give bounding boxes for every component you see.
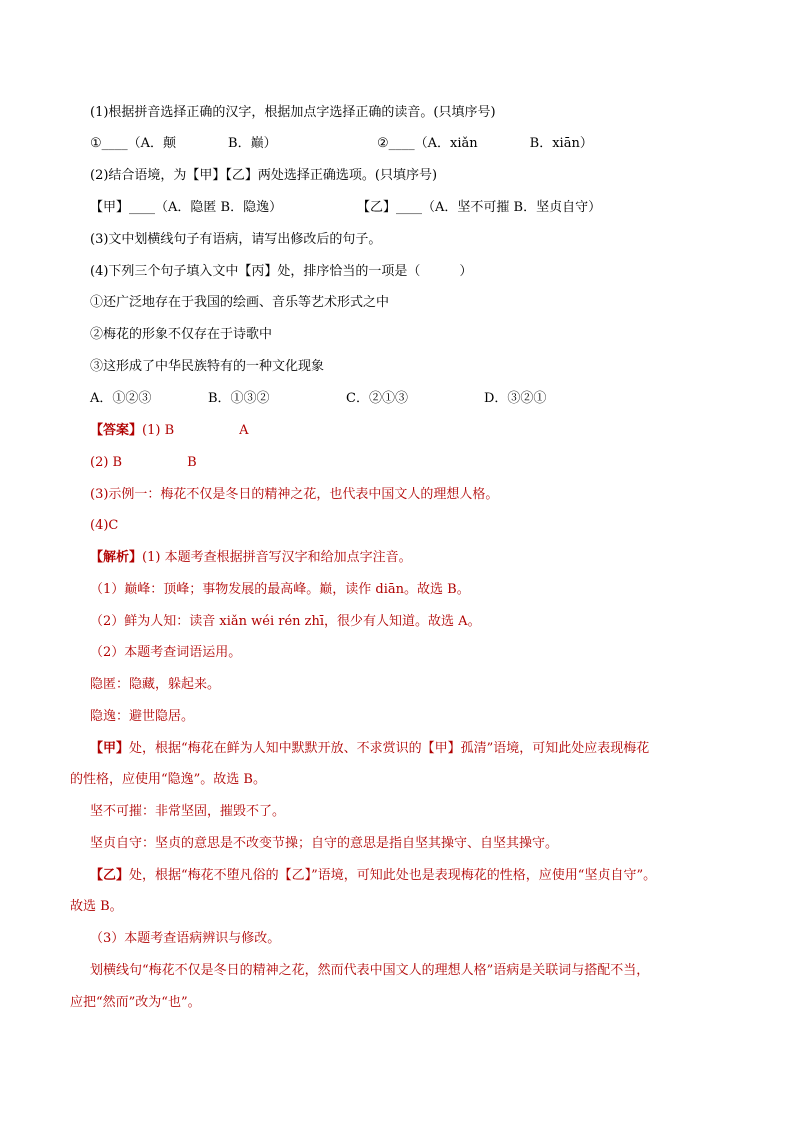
question-3: (3)文中划横线句子有语病，请写出修改后的句子。 [90,232,382,247]
analysis-7-text: 处，根据“梅花在鲜为人知中默默开放、不求赏识的【甲】孤清”语境，可知此处应表现梅花 [129,741,650,756]
choice-c: C．②①③ [346,391,408,406]
answer-4: (4)C [90,518,119,533]
answer-1-text: (1) B A [142,423,249,438]
analysis-10-continued: 故选 B。 [70,899,123,914]
analysis-6: 隐逸：避世隐居。 [90,709,195,724]
question-2-yi: 【乙】____（A．坚不可摧 B．坚贞自守） [357,200,602,215]
analysis-1 [90,549,412,567]
analysis-12: 划横线句“梅花不仅是冬日的精神之花，然而代表中国文人的理想人格”语病是关联词与搭配不当， [90,963,650,978]
sentence-3: ③这形成了中华民族特有的一种文化现象 [90,359,325,374]
analysis-label: 【解析】 [90,550,143,565]
analysis-2: （1）巅峰：顶峰；事物发展的最高峰。巅，读作 diān。故选 B。 [90,582,470,597]
answer-3: (3)示例一：梅花不仅是冬日的精神之花，也代表中国文人的理想人格。 [90,487,499,502]
sentence-2: ②梅花的形象不仅存在于诗歌中 [90,327,273,342]
analysis-1-text: (1) 本题考查根据拼音写汉字和给加点字注音。 [142,550,412,565]
analysis-12-continued: 应把“然而”改为“也”。 [70,995,201,1010]
question-1-option-a: ①____（A．颠 B．巅） [90,136,277,151]
choice-d: D．③②① [484,391,547,406]
analysis-11: （3）本题考查语病辨识与修改。 [90,931,281,946]
choice-a: A．①②③ [90,391,152,406]
analysis-10-text: 处，根据“梅花不堕凡俗的【乙】”语境，可知此处也是表现梅花的性格，应使用“坚贞自守”。 [129,868,657,883]
question-1: (1)根据拼音选择正确的汉字，根据加点字选择正确的读音。(只填序号) [90,105,496,120]
analysis-10 [90,867,656,885]
choice-b: B．①③② [208,391,270,406]
sentence-1: ①还广泛地存在于我国的绘画、音乐等艺术形式之中 [90,295,390,310]
answer-label: 【答案】 [90,423,143,438]
question-2: (2)结合语境，为【甲】【乙】两处选择正确选项。(只填序号) [90,168,438,183]
question-1-option-b: ②____（A．xiǎn B．xiān） [377,136,593,151]
analysis-5: 隐匿：隐藏，躲起来。 [90,677,221,692]
question-2-jia: 【甲】____（A．隐匿 B．隐逸） [90,200,283,215]
answer-2: (2) B B [90,455,197,470]
analysis-10-yi: 【乙】 [90,868,130,883]
question-4: (4)下列三个句子填入文中【丙】处，排序恰当的一项是（ ） [90,264,473,279]
analysis-4: （2）本题考查词语运用。 [90,645,242,660]
analysis-7 [90,740,649,758]
analysis-9: 坚贞自守：坚贞的意思是不改变节操；自守的意思是指自坚其操守、自坚其操守。 [90,836,559,851]
analysis-7-jia: 【甲】 [90,741,130,756]
answer-1 [90,422,249,440]
analysis-8: 坚不可摧：非常坚固，摧毁不了。 [90,804,286,819]
analysis-7-continued: 的性格，应使用“隐逸”。故选 B。 [70,772,266,787]
analysis-3: （2）鲜为人知：读音 xiǎn wéi rén zhī，很少有人知道。故选 A。 [90,614,481,629]
